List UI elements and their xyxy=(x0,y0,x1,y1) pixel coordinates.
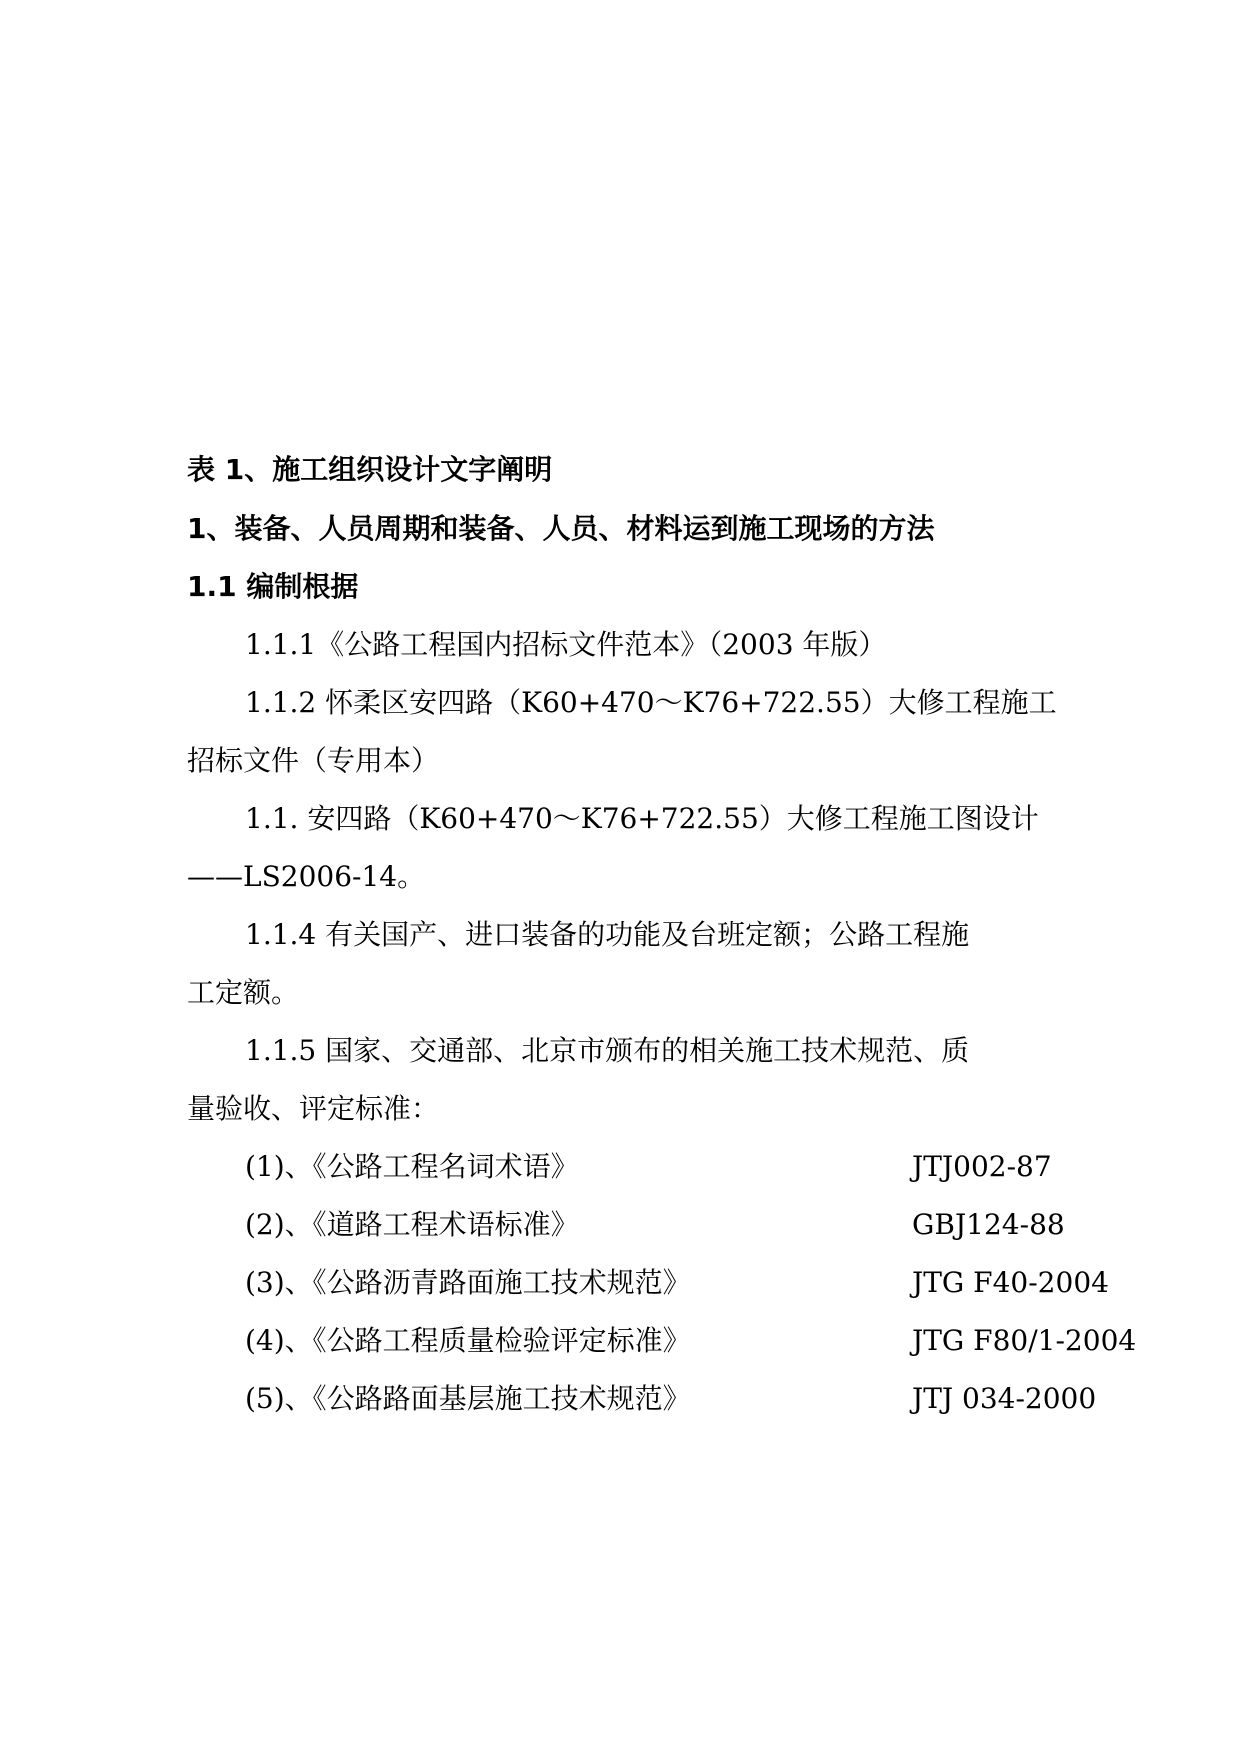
section-1-1-title: 1.1 编制根据 xyxy=(187,570,359,603)
standard-code: GBJ124-88 xyxy=(912,1208,1065,1241)
item-1-1-2-line1: 1.1.2 怀柔区安四路（K60+470～K76+722.55）大修工程施工 xyxy=(245,686,1057,719)
item-1-1-3-line2: ——LS2006-14。 xyxy=(187,860,426,893)
standard-name: (3)、《公路沥青路面施工技术规范》 xyxy=(245,1266,691,1299)
section-1-title: 1、装备、人员周期和装备、人员、材料运到施工现场的方法 xyxy=(187,512,935,545)
standard-code: JTJ002-87 xyxy=(912,1150,1052,1183)
standard-name: (4)、《公路工程质量检验评定标准》 xyxy=(245,1324,691,1357)
item-1-1-2-line2: 招标文件（专用本） xyxy=(187,744,440,777)
standard-code: JTG F80/1-2004 xyxy=(912,1324,1137,1357)
standard-name: (1)、《公路工程名词术语》 xyxy=(245,1150,579,1183)
item-1-1-3-line1: 1.1. 安四路（K60+470～K76+722.55）大修工程施工图设计 xyxy=(245,802,1039,835)
item-1-1-5-line1: 1.1.5 国家、交通部、北京市颁布的相关施工技术规范、质 xyxy=(245,1034,970,1067)
item-1-1-1: 1.1.1《公路工程国内招标文件范本》（2003 年版） xyxy=(245,628,887,661)
standard-code: JTG F40-2004 xyxy=(912,1266,1109,1299)
item-1-1-4-line1: 1.1.4 有关国产、进口装备的功能及台班定额；公路工程施 xyxy=(245,918,970,951)
item-1-1-5-line2: 量验收、评定标准： xyxy=(187,1092,440,1125)
table-title: 表 1、施工组织设计文字阐明 xyxy=(187,453,553,486)
standard-name: (2)、《道路工程术语标准》 xyxy=(245,1208,579,1241)
standard-code: JTJ 034-2000 xyxy=(912,1382,1097,1415)
standard-name: (5)、《公路路面基层施工技术规范》 xyxy=(245,1382,691,1415)
item-1-1-4-line2: 工定额。 xyxy=(187,976,300,1009)
